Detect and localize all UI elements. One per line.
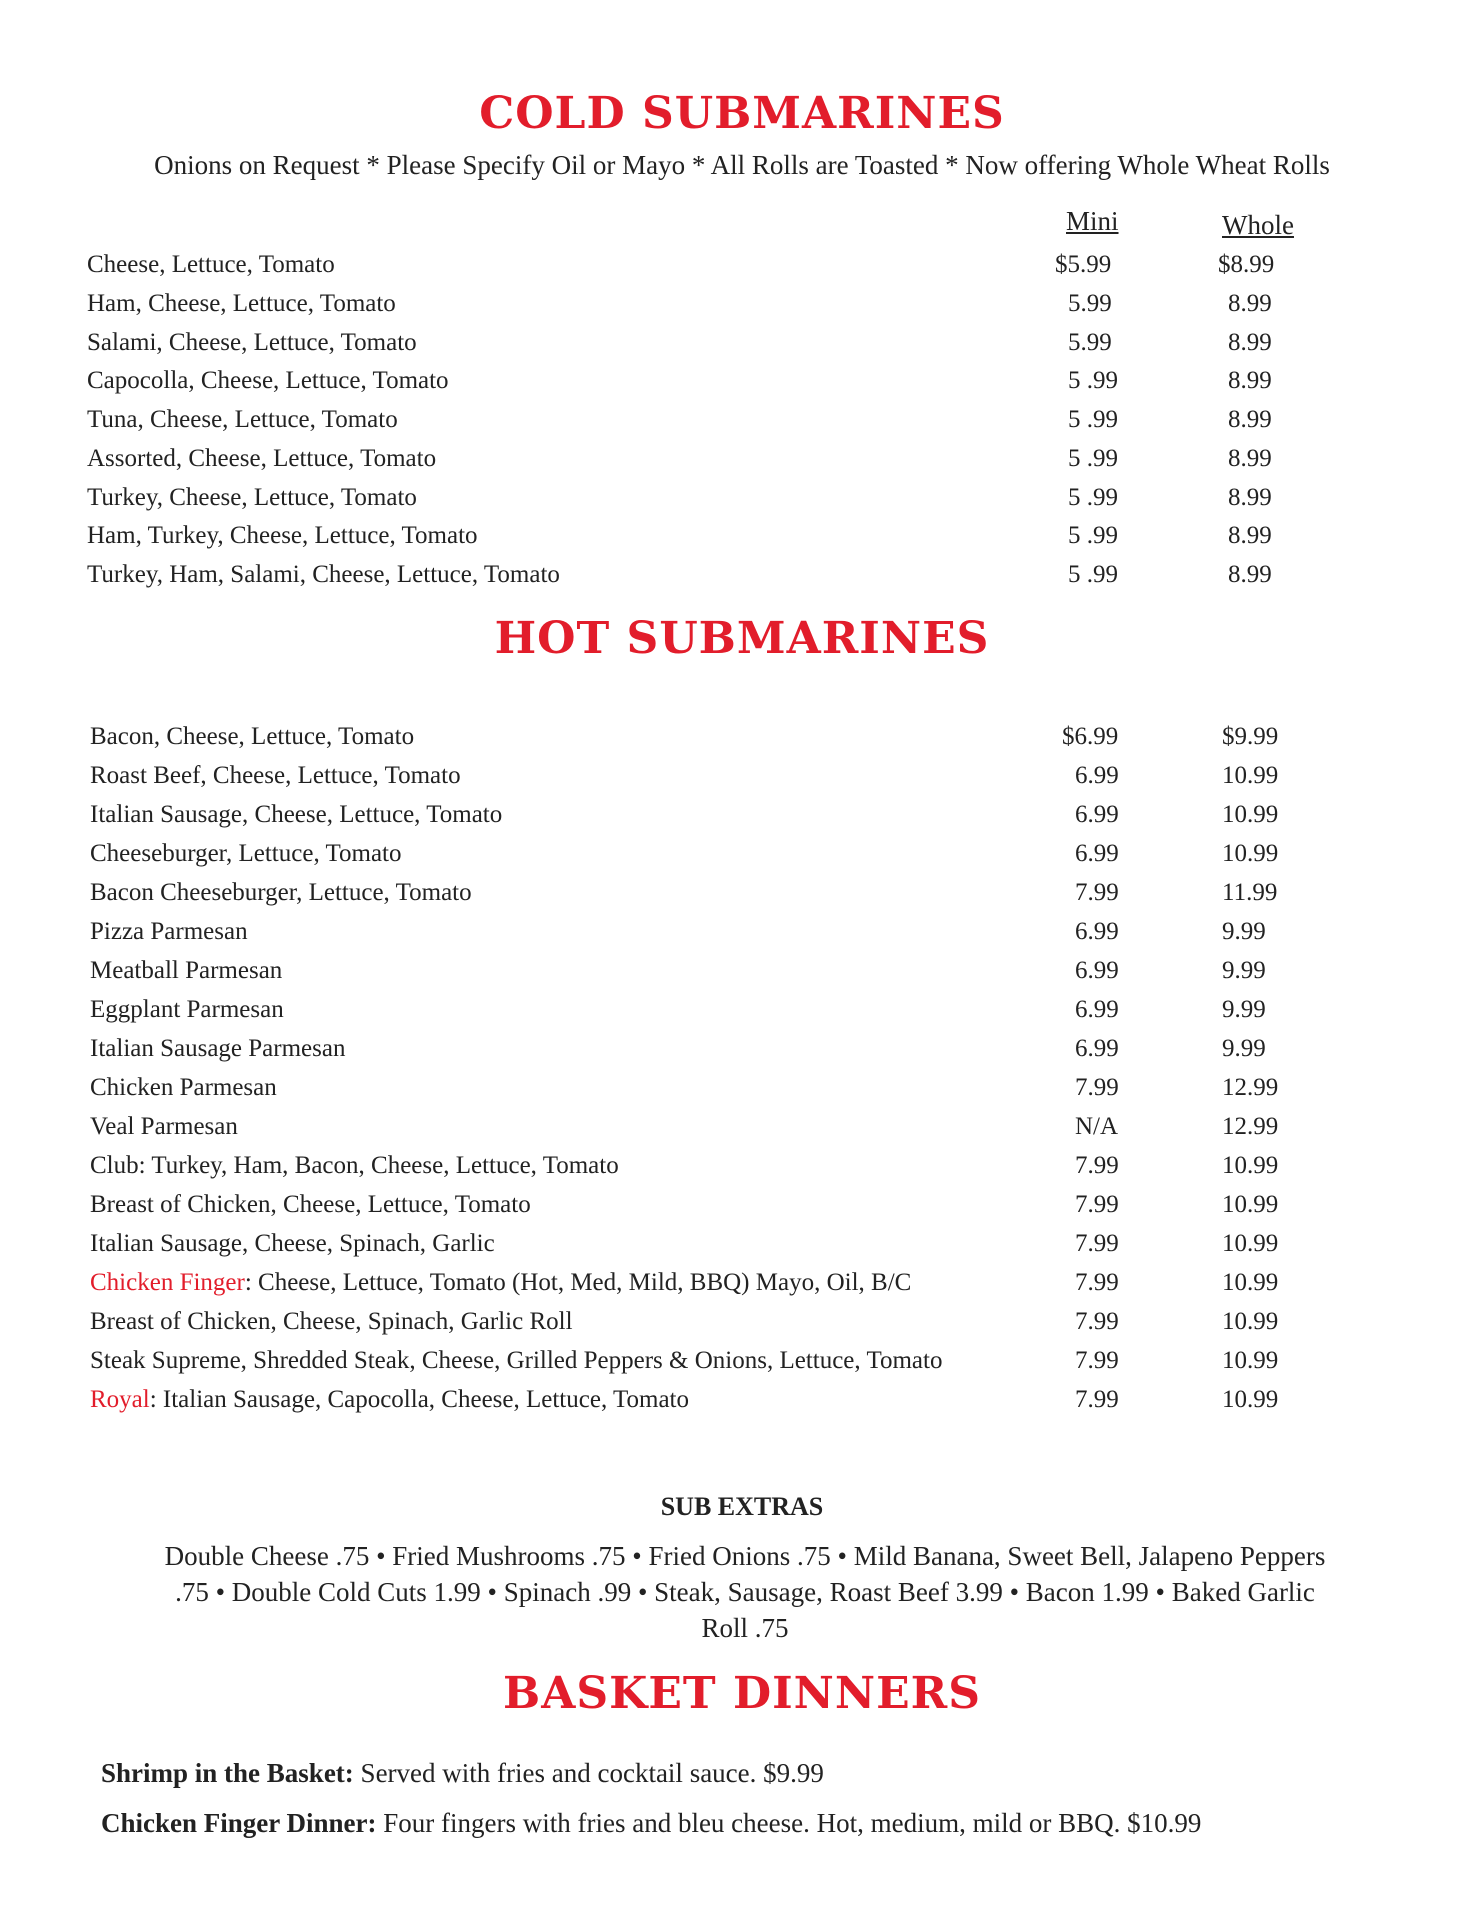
- price-whole: 10.99: [1222, 1152, 1279, 1179]
- price-mini: 6.99: [1075, 1035, 1119, 1062]
- price-mini: 5 .99: [1068, 406, 1118, 433]
- col-header-mini: Mini: [1066, 206, 1119, 236]
- menu-row: [0, 1152, 1484, 1188]
- menu-row: [0, 879, 1484, 915]
- menu-row: [0, 251, 1484, 287]
- price-whole: 12.99: [1222, 1113, 1279, 1140]
- menu-row: [0, 406, 1484, 442]
- price-mini: 6.99: [1075, 762, 1119, 789]
- menu-row: [0, 290, 1484, 326]
- price-mini: 7.99: [1075, 1308, 1119, 1335]
- item-name: Chicken Parmesan: [90, 1074, 277, 1101]
- menu-row: [0, 561, 1484, 597]
- price-mini: N/A: [1075, 1113, 1119, 1140]
- item-name: Bacon Cheeseburger, Lettuce, Tomato: [90, 879, 472, 906]
- menu-row: [0, 840, 1484, 876]
- basket-item-desc: Four fingers with fries and bleu cheese. Hot, medium, mild or BBQ. $10.99: [376, 1808, 1202, 1838]
- menu-row: [0, 1386, 1484, 1422]
- item-name: Bacon, Cheese, Lettuce, Tomato: [90, 723, 415, 750]
- price-mini: 6.99: [1075, 801, 1119, 828]
- menu-row: [0, 1113, 1484, 1149]
- price-mini: $6.99: [1062, 723, 1119, 750]
- item-name: Royal: Italian Sausage, Capocolla, Cheese, Lettuce, Tomato: [90, 1386, 690, 1413]
- menu-row: [0, 957, 1484, 993]
- price-whole: $8.99: [1218, 251, 1275, 278]
- price-whole: 8.99: [1228, 445, 1272, 472]
- price-whole: 12.99: [1222, 1074, 1279, 1101]
- price-mini: 7.99: [1075, 1347, 1119, 1374]
- menu-row: [0, 1191, 1484, 1227]
- price-whole: 8.99: [1228, 522, 1272, 549]
- menu-row: [0, 484, 1484, 520]
- item-highlight: Chicken Finger: [90, 1269, 245, 1296]
- price-mini: 7.99: [1075, 1152, 1119, 1179]
- price-whole: 8.99: [1228, 561, 1272, 588]
- price-whole: 10.99: [1222, 1308, 1279, 1335]
- item-highlight: Royal: [90, 1386, 150, 1413]
- item-name: Club: Turkey, Ham, Bacon, Cheese, Lettuce, Tomato: [90, 1152, 619, 1179]
- price-mini: 7.99: [1075, 1386, 1119, 1413]
- price-mini: 5 .99: [1068, 367, 1118, 394]
- price-whole: 9.99: [1222, 996, 1266, 1023]
- item-name: Salami, Cheese, Lettuce, Tomato: [87, 329, 417, 356]
- price-whole: 10.99: [1222, 762, 1279, 789]
- basket-dinners-title: BASKET DINNERS: [503, 1668, 981, 1719]
- price-mini: 5 .99: [1068, 561, 1118, 588]
- price-whole: 9.99: [1222, 918, 1266, 945]
- price-whole: 11.99: [1222, 879, 1278, 906]
- price-mini: 5 .99: [1068, 445, 1118, 472]
- menu-row: [0, 522, 1484, 558]
- price-whole: 8.99: [1228, 406, 1272, 433]
- item-name: Turkey, Cheese, Lettuce, Tomato: [87, 484, 417, 511]
- price-mini: 5 .99: [1068, 484, 1118, 511]
- basket-item-label: Shrimp in the Basket:: [101, 1758, 354, 1788]
- item-name: Breast of Chicken, Cheese, Spinach, Garlic Roll: [90, 1308, 573, 1335]
- menu-row: [0, 1347, 1484, 1383]
- price-mini: 6.99: [1075, 957, 1119, 984]
- menu-row: [0, 723, 1484, 759]
- price-whole: 8.99: [1228, 484, 1272, 511]
- menu-row: [0, 762, 1484, 798]
- sub-extras-text: Double Cheese .75 • Fried Mushrooms .75 • Fried Onions .75 • Mild Banana, Sweet Bell, Jalapeno Peppers .75 • Double Cold Cuts 1.99 • Spinach .99 • Steak, Sausage, Roast Beef 3.99 • Bacon 1.99 • Baked Garlic Roll .75: [164, 1541, 1326, 1643]
- price-whole: 10.99: [1222, 1347, 1279, 1374]
- price-whole: 10.99: [1222, 1269, 1279, 1296]
- price-whole: 9.99: [1222, 957, 1266, 984]
- item-name: Cheese, Lettuce, Tomato: [87, 251, 335, 278]
- item-name: Italian Sausage Parmesan: [90, 1035, 346, 1062]
- item-name: Turkey, Ham, Salami, Cheese, Lettuce, Tomato: [87, 561, 560, 588]
- price-mini: 5 .99: [1068, 522, 1118, 549]
- price-whole: $9.99: [1222, 723, 1279, 750]
- price-whole: 8.99: [1228, 329, 1272, 356]
- item-name: Eggplant Parmesan: [90, 996, 284, 1023]
- menu-row: [0, 996, 1484, 1032]
- item-name: Italian Sausage, Cheese, Spinach, Garlic: [90, 1230, 495, 1257]
- price-whole: 8.99: [1228, 290, 1272, 317]
- price-mini: 6.99: [1075, 918, 1119, 945]
- price-mini: 7.99: [1075, 1074, 1119, 1101]
- basket-item-desc: Served with fries and cocktail sauce. $9.99: [353, 1758, 824, 1788]
- item-name: Veal Parmesan: [90, 1113, 238, 1140]
- item-name: Pizza Parmesan: [90, 918, 248, 945]
- menu-row: [0, 329, 1484, 365]
- price-mini: 6.99: [1075, 840, 1119, 867]
- basket-item: [101, 1808, 1201, 1839]
- menu-row: [0, 1074, 1484, 1110]
- item-name: Breast of Chicken, Cheese, Lettuce, Tomato: [90, 1191, 531, 1218]
- col-header-whole: Whole: [1222, 210, 1294, 240]
- price-mini: 6.99: [1075, 996, 1119, 1023]
- price-mini: 7.99: [1075, 1191, 1119, 1218]
- price-mini: $5.99: [1055, 251, 1112, 278]
- menu-row: [0, 1230, 1484, 1266]
- price-whole: 10.99: [1222, 1191, 1279, 1218]
- price-whole: 10.99: [1222, 1386, 1279, 1413]
- price-mini: 7.99: [1075, 1230, 1119, 1257]
- basket-item: [101, 1758, 824, 1789]
- menu-row: [0, 1035, 1484, 1071]
- menu-row: [0, 367, 1484, 403]
- item-name: Roast Beef, Cheese, Lettuce, Tomato: [90, 762, 461, 789]
- price-whole: 9.99: [1222, 1035, 1266, 1062]
- cold-submarines-title: COLD SUBMARINES: [479, 88, 1005, 139]
- basket-item-label: Chicken Finger Dinner:: [101, 1808, 377, 1838]
- menu-row: [0, 801, 1484, 837]
- item-name: Chicken Finger: Cheese, Lettuce, Tomato (Hot, Med, Mild, BBQ) Mayo, Oil, B/C: [90, 1269, 912, 1296]
- item-name: Ham, Turkey, Cheese, Lettuce, Tomato: [87, 522, 478, 549]
- item-name: Italian Sausage, Cheese, Lettuce, Tomato: [90, 801, 503, 828]
- item-name: Assorted, Cheese, Lettuce, Tomato: [87, 445, 437, 472]
- item-name: Cheeseburger, Lettuce, Tomato: [90, 840, 402, 867]
- item-name: Meatball Parmesan: [90, 957, 283, 984]
- sub-extras-title: SUB EXTRAS: [660, 1492, 824, 1521]
- price-whole: 10.99: [1222, 1230, 1279, 1257]
- item-name: Ham, Cheese, Lettuce, Tomato: [87, 290, 396, 317]
- price-whole: 10.99: [1222, 840, 1279, 867]
- menu-row: [0, 1308, 1484, 1344]
- price-whole: 8.99: [1228, 367, 1272, 394]
- item-name: Capocolla, Cheese, Lettuce, Tomato: [87, 367, 449, 394]
- cold-submarines-subtitle: Onions on Request * Please Specify Oil or Mayo * All Rolls are Toasted * Now offering Whole Wheat Rolls: [154, 150, 1330, 180]
- menu-row: [0, 445, 1484, 481]
- item-name: Steak Supreme, Shredded Steak, Cheese, Grilled Peppers & Onions, Lettuce, Tomato: [90, 1347, 943, 1374]
- menu-row: [0, 918, 1484, 954]
- hot-submarines-title: HOT SUBMARINES: [494, 613, 990, 664]
- price-whole: 10.99: [1222, 801, 1279, 828]
- price-mini: 5.99: [1068, 329, 1112, 356]
- item-name: Tuna, Cheese, Lettuce, Tomato: [87, 406, 398, 433]
- price-mini: 7.99: [1075, 879, 1119, 906]
- price-mini: 5.99: [1068, 290, 1112, 317]
- menu-row: [0, 1269, 1484, 1305]
- price-mini: 7.99: [1075, 1269, 1119, 1296]
